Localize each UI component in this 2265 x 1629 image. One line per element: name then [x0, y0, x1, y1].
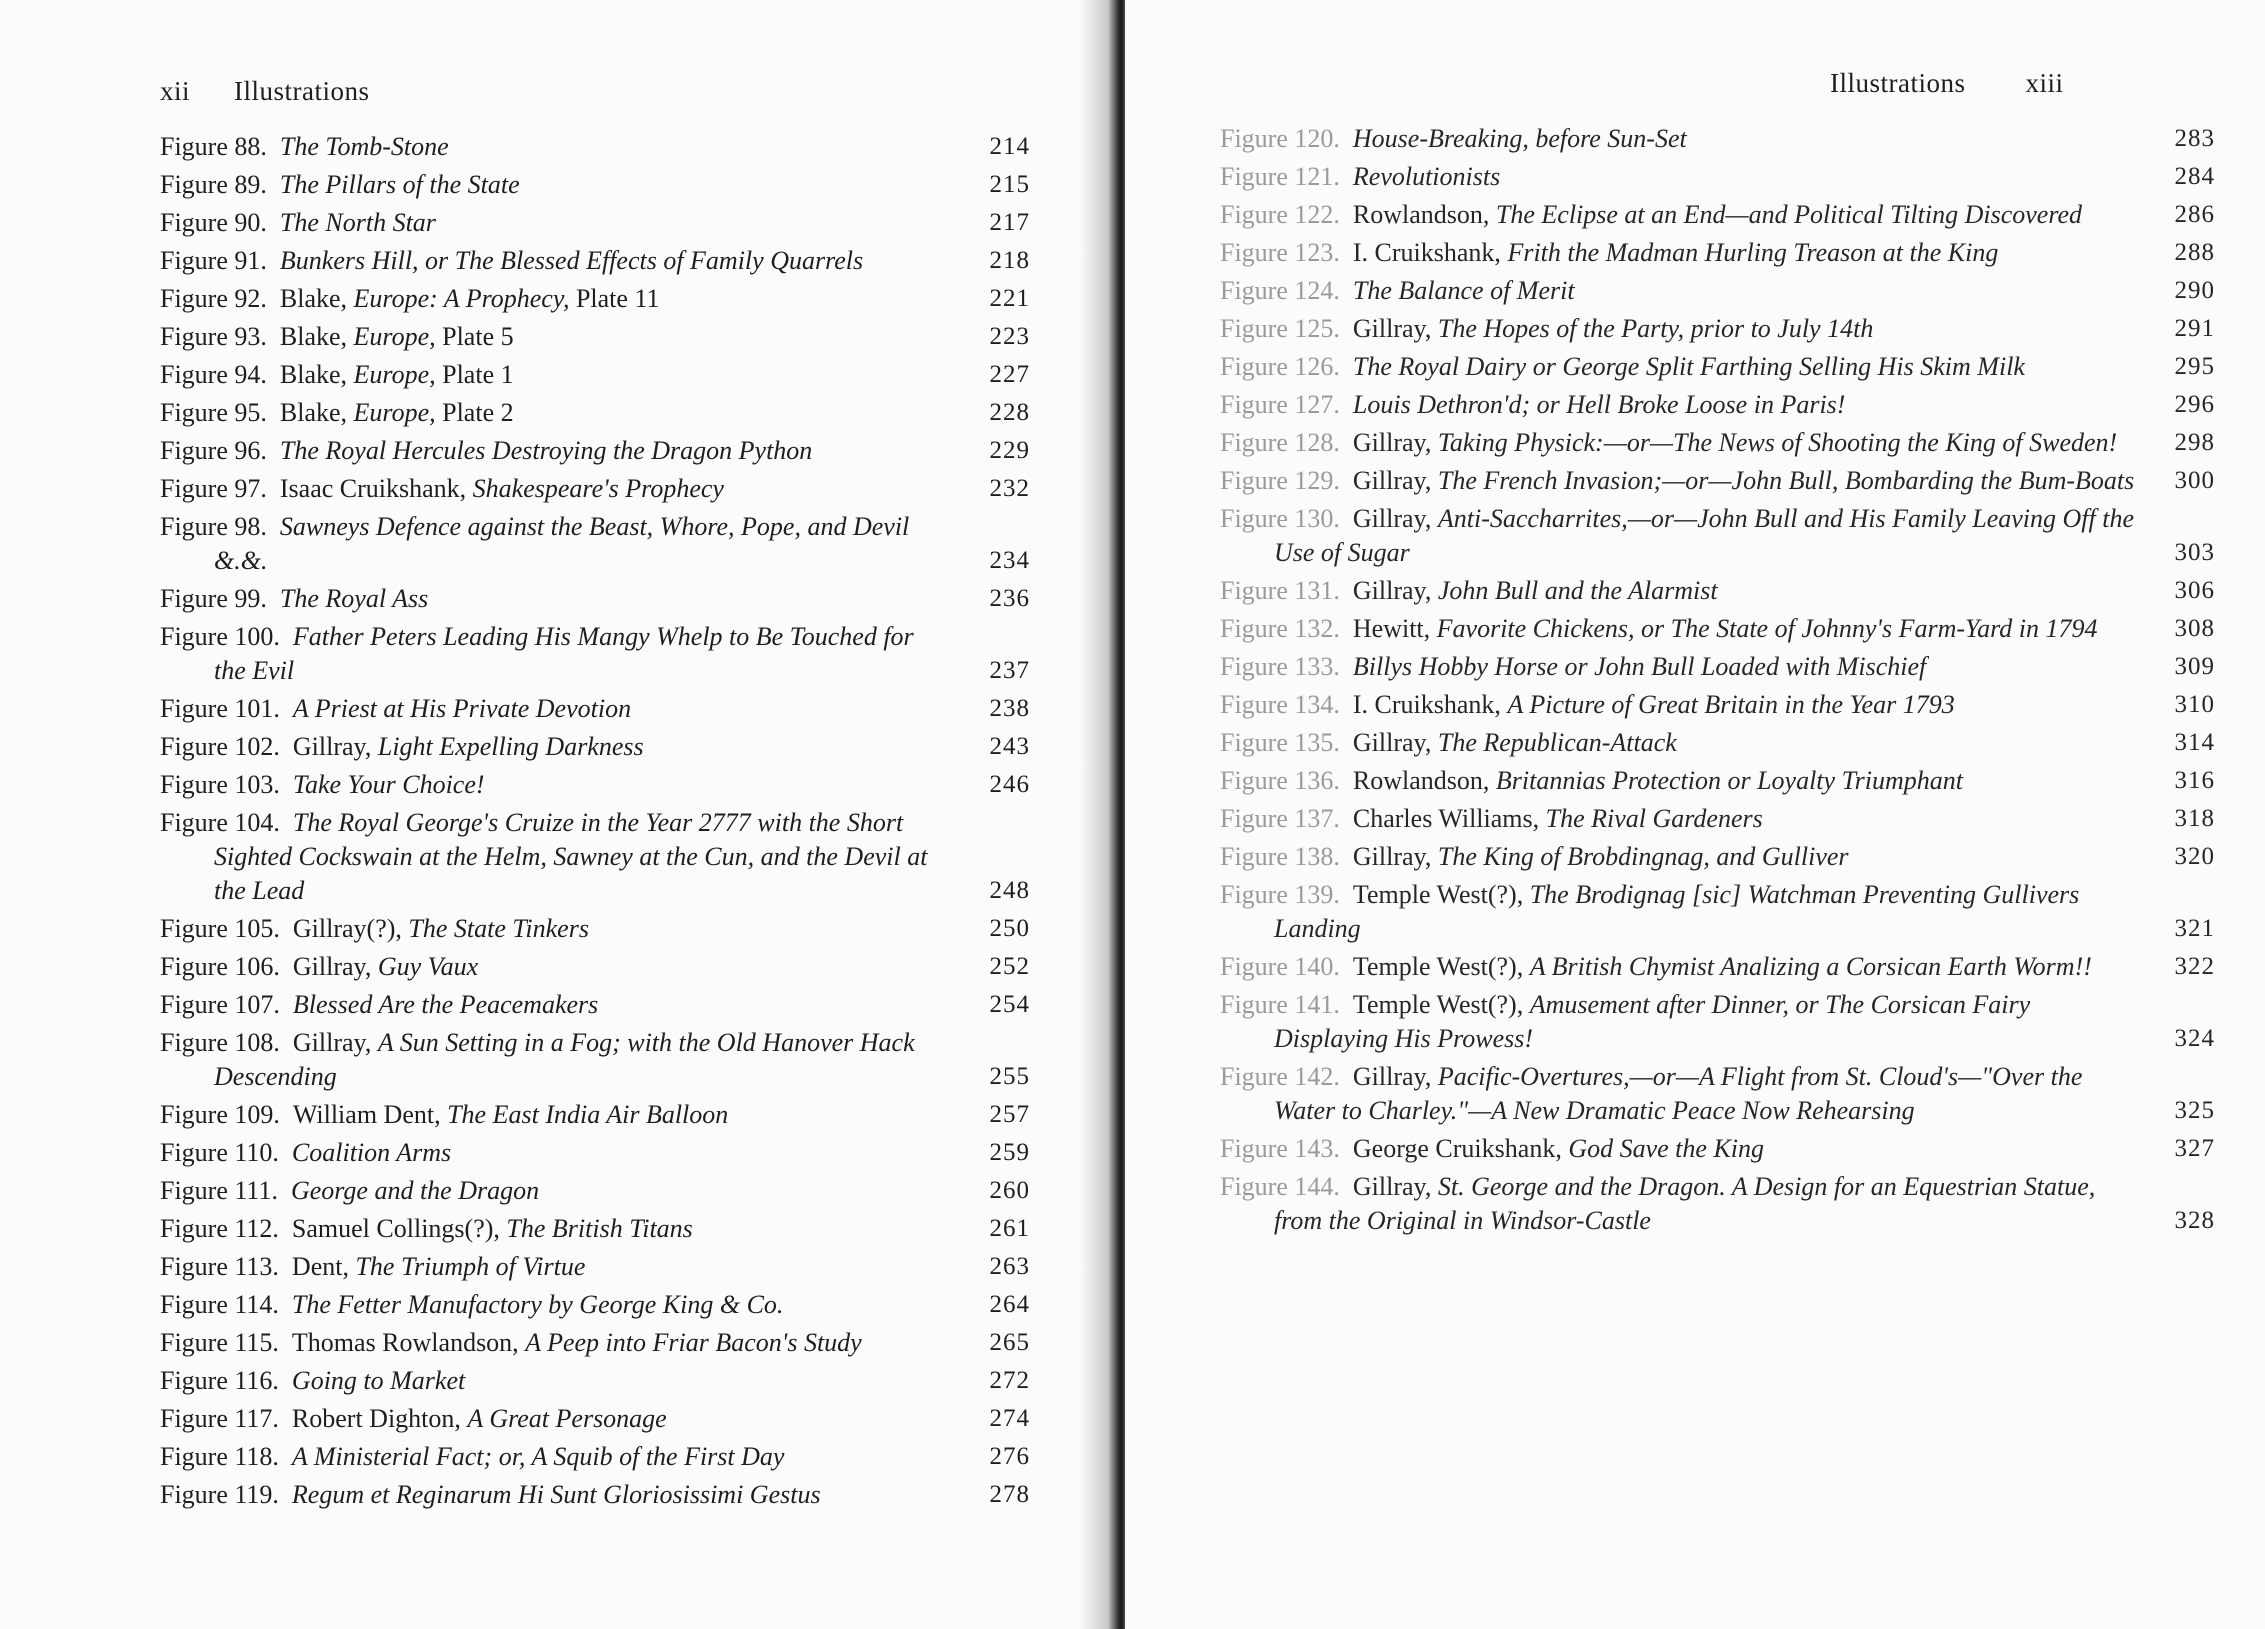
list-item	[1220, 464, 2215, 498]
page-reference: 229	[989, 437, 1030, 464]
page-reference: 296	[2174, 391, 2215, 418]
figure-author: Gillray,	[1352, 314, 1438, 343]
figure-label: Figure 89.	[160, 170, 267, 199]
figure-label: Figure 104.	[160, 808, 280, 837]
page-reference: 327	[2174, 1135, 2215, 1162]
figure-title: Europe: A Prophecy,	[353, 284, 570, 313]
list-item	[1220, 426, 2215, 460]
figure-label: Figure 137.	[1220, 804, 1340, 833]
figure-author: Gillray,	[1352, 842, 1438, 871]
page-reference: 232	[989, 475, 1030, 502]
list-item	[1220, 950, 2215, 984]
figure-label: Figure 143.	[1220, 1134, 1340, 1163]
page-reference: 248	[989, 877, 1030, 904]
list-item	[160, 912, 1030, 946]
figure-label: Figure 134.	[1220, 690, 1340, 719]
figure-label: Figure 97.	[160, 474, 267, 503]
running-head: Illustrations	[234, 76, 370, 106]
figure-title: A Great Personage	[467, 1404, 667, 1433]
page-reference: 283	[2174, 125, 2215, 152]
figure-label: Figure 103.	[160, 770, 280, 799]
figure-title: A Sun Setting in a Fog; with the Old Hanover Hack Descending	[214, 1028, 915, 1091]
page-reference: 259	[989, 1139, 1030, 1166]
list-item	[160, 620, 1030, 688]
figure-title: Bunkers Hill, or The Blessed Effects of Family Quarrels	[279, 246, 864, 275]
list-item	[160, 988, 1030, 1022]
list-item	[160, 282, 1030, 316]
list-item	[1220, 1170, 2215, 1238]
list-item	[160, 1440, 1030, 1474]
figure-label: Figure 131.	[1220, 576, 1340, 605]
figure-title: The Tomb-Stone	[279, 132, 449, 161]
figure-label: Figure 136.	[1220, 766, 1340, 795]
page-reference: 260	[989, 1177, 1030, 1204]
list-item	[160, 1174, 1030, 1208]
page-reference: 214	[989, 133, 1030, 160]
page-reference: 217	[989, 209, 1030, 236]
figure-label: Figure 142.	[1220, 1062, 1340, 1091]
figure-author: Gillray,	[1352, 1172, 1438, 1201]
figure-title: The Balance of Merit	[1352, 276, 1575, 305]
figure-title: Louis Dethron'd; or Hell Broke Loose in Paris!	[1352, 390, 1846, 419]
figure-author: Gillray,	[1352, 504, 1438, 533]
list-item	[1220, 312, 2215, 346]
figure-author: Rowlandson,	[1352, 200, 1496, 229]
figure-label: Figure 115.	[160, 1328, 279, 1357]
figure-author: Hewitt,	[1352, 614, 1437, 643]
figure-title: George and the Dragon	[290, 1176, 540, 1205]
list-item	[160, 396, 1030, 430]
page-reference: 264	[989, 1291, 1030, 1318]
figure-label: Figure 120.	[1220, 124, 1340, 153]
figure-title: Light Expelling Darkness	[377, 732, 644, 761]
figure-title: The Royal Ass	[279, 584, 429, 613]
figure-label: Figure 122.	[1220, 200, 1340, 229]
illustration-list	[1220, 122, 2215, 1242]
figure-author: Temple West(?),	[1352, 990, 1530, 1019]
list-item	[160, 1250, 1030, 1284]
page-reference: 218	[989, 247, 1030, 274]
page-reference: 254	[989, 991, 1030, 1018]
figure-label: Figure 109.	[160, 1100, 280, 1129]
list-item	[160, 768, 1030, 802]
right-page	[1125, 0, 2265, 1629]
figure-label: Figure 92.	[160, 284, 267, 313]
page-reference: 318	[2174, 805, 2215, 832]
figure-label: Figure 127.	[1220, 390, 1340, 419]
list-item	[160, 358, 1030, 392]
list-item	[160, 730, 1030, 764]
figure-author: Robert Dighton,	[291, 1404, 468, 1433]
page-reference: 223	[989, 323, 1030, 350]
figure-label: Figure 102.	[160, 732, 280, 761]
page-reference: 288	[2174, 239, 2215, 266]
page-reference: 246	[989, 771, 1030, 798]
page-reference: 278	[989, 1481, 1030, 1508]
list-item	[160, 206, 1030, 240]
figure-label: Figure 108.	[160, 1028, 280, 1057]
figure-title: Guy Vaux	[377, 952, 479, 981]
figure-label: Figure 118.	[160, 1442, 279, 1471]
page-number: xiii	[2025, 68, 2064, 98]
page-reference: 261	[989, 1215, 1030, 1242]
list-item	[160, 1288, 1030, 1322]
figure-label: Figure 138.	[1220, 842, 1340, 871]
page-reference: 243	[989, 733, 1030, 760]
figure-title: Favorite Chickens, or The State of Johnny's Farm-Yard in 1794	[1436, 614, 2098, 643]
page-reference: 290	[2174, 277, 2215, 304]
list-item	[160, 582, 1030, 616]
list-item	[1220, 198, 2215, 232]
figure-label: Figure 121.	[1220, 162, 1340, 191]
list-item	[160, 1098, 1030, 1132]
page-reference: 228	[989, 399, 1030, 426]
figure-title: A Picture of Great Britain in the Year 1793	[1507, 690, 1955, 719]
running-head: Illustrations	[1830, 68, 1966, 98]
figure-author: Thomas Rowlandson,	[291, 1328, 526, 1357]
figure-label: Figure 129.	[1220, 466, 1340, 495]
page-reference: 309	[2174, 653, 2215, 680]
figure-author: Blake,	[279, 322, 354, 351]
left-page	[0, 0, 1115, 1629]
figure-title: House-Breaking, before Sun-Set	[1352, 124, 1687, 153]
figure-label: Figure 113.	[160, 1252, 279, 1281]
figure-author: Gillray,	[292, 732, 378, 761]
page-reference: 321	[2174, 915, 2215, 942]
figure-label: Figure 126.	[1220, 352, 1340, 381]
figure-label: Figure 90.	[160, 208, 267, 237]
figure-label: Figure 105.	[160, 914, 280, 943]
figure-label: Figure 99.	[160, 584, 267, 613]
list-item	[160, 244, 1030, 278]
list-item	[1220, 726, 2215, 760]
figure-label: Figure 88.	[160, 132, 267, 161]
list-item	[1220, 688, 2215, 722]
page-reference: 298	[2174, 429, 2215, 456]
list-item	[1220, 388, 2215, 422]
figure-author: Rowlandson,	[1352, 766, 1496, 795]
figure-author: Gillray,	[1352, 1062, 1438, 1091]
page-reference: 265	[989, 1329, 1030, 1356]
figure-label: Figure 111.	[160, 1176, 278, 1205]
page-reference: 300	[2174, 467, 2215, 494]
list-item	[160, 1326, 1030, 1360]
figure-author: Temple West(?),	[1352, 880, 1530, 909]
figure-title: Britannias Protection or Loyalty Triumphant	[1495, 766, 1963, 795]
list-item	[1220, 350, 2215, 384]
page-reference: 255	[989, 1063, 1030, 1090]
figure-title: The Eclipse at an End—and Political Tilting Discovered	[1495, 200, 2083, 229]
figure-label: Figure 95.	[160, 398, 267, 427]
list-item	[1220, 1132, 2215, 1166]
figure-label: Figure 133.	[1220, 652, 1340, 681]
page-reference: 227	[989, 361, 1030, 388]
figure-author: Gillray,	[292, 1028, 378, 1057]
figure-label: Figure 114.	[160, 1290, 279, 1319]
list-item	[160, 1212, 1030, 1246]
figure-label: Figure 93.	[160, 322, 267, 351]
figure-title: The Republican-Attack	[1437, 728, 1677, 757]
list-item	[1220, 160, 2215, 194]
list-item	[1220, 1060, 2215, 1128]
list-item	[160, 950, 1030, 984]
page-reference: 221	[989, 285, 1030, 312]
figure-title: The Fetter Manufactory by George King & Co.	[291, 1290, 784, 1319]
figure-label: Figure 110.	[160, 1138, 279, 1167]
figure-label: Figure 100.	[160, 622, 280, 651]
figure-author: Gillray(?),	[292, 914, 409, 943]
figure-title: Europe,	[353, 398, 436, 427]
page-reference: 252	[989, 953, 1030, 980]
page-reference: 314	[2174, 729, 2215, 756]
figure-author: Gillray,	[1352, 466, 1438, 495]
figure-title: The British Titans	[506, 1214, 693, 1243]
figure-title: The North Star	[279, 208, 436, 237]
figure-title: The French Invasion;—or—John Bull, Bombarding the Bum-Boats	[1437, 466, 2135, 495]
figure-title: Taking Physick:—or—The News of Shooting the King of Sweden!	[1437, 428, 2118, 457]
figure-title: Europe,	[353, 322, 436, 351]
list-item	[1220, 236, 2215, 270]
list-item	[160, 1136, 1030, 1170]
page-reference: 325	[2174, 1097, 2215, 1124]
running-header-right	[1830, 68, 2064, 99]
list-item	[1220, 274, 2215, 308]
figure-title: Anti-Saccharrites,—or—John Bull and His Family Leaving Off the Use of Sugar	[1274, 504, 2135, 567]
figure-label: Figure 98.	[160, 512, 267, 541]
page-reference: 295	[2174, 353, 2215, 380]
list-item	[1220, 878, 2215, 946]
figure-title: Take Your Choice!	[292, 770, 485, 799]
figure-plate: Plate 5	[435, 322, 514, 351]
figure-author: Gillray,	[1352, 428, 1438, 457]
page-reference: 236	[989, 585, 1030, 612]
figure-plate: Plate 11	[569, 284, 660, 313]
figure-title: A Ministerial Fact; or, A Squib of the First Day	[291, 1442, 785, 1471]
figure-title: The State Tinkers	[408, 914, 589, 943]
figure-author: Blake,	[279, 398, 354, 427]
list-item	[160, 434, 1030, 468]
list-item	[1220, 650, 2215, 684]
figure-title: Frith the Madman Hurling Treason at the King	[1507, 238, 1999, 267]
page-reference: 237	[989, 657, 1030, 684]
list-item	[1220, 840, 2215, 874]
figure-title: Billys Hobby Horse or John Bull Loaded with Mischief	[1352, 652, 1927, 681]
page-reference: 215	[989, 171, 1030, 198]
list-item	[160, 320, 1030, 354]
figure-label: Figure 106.	[160, 952, 280, 981]
list-item	[160, 168, 1030, 202]
figure-label: Figure 124.	[1220, 276, 1340, 305]
list-item	[160, 130, 1030, 164]
figure-label: Figure 123.	[1220, 238, 1340, 267]
list-item	[160, 510, 1030, 578]
figure-title: Father Peters Leading His Mangy Whelp to Be Touched for the Evil	[214, 622, 914, 685]
figure-title: The Royal Dairy or George Split Farthing Selling His Skim Milk	[1352, 352, 2025, 381]
page-reference: 291	[2174, 315, 2215, 342]
figure-title: Blessed Are the Peacemakers	[292, 990, 599, 1019]
figure-author: Gillray,	[1352, 576, 1438, 605]
figure-title: Going to Market	[291, 1366, 466, 1395]
figure-title: John Bull and the Alarmist	[1437, 576, 1718, 605]
figure-author: George Cruikshank,	[1352, 1134, 1569, 1163]
list-item	[1220, 764, 2215, 798]
page-number: xii	[160, 76, 191, 106]
figure-title: A Priest at His Private Devotion	[292, 694, 632, 723]
page-reference: 234	[989, 547, 1030, 574]
figure-title: The Royal George's Cruize in the Year 2777 with the Short Sighted Cockswain at the Helm, Sawney at the Cun, and the Devil at the Lead	[214, 808, 928, 905]
figure-title: Amusement after Dinner, or The Corsican Fairy Displaying His Prowess!	[1274, 990, 2031, 1053]
figure-author: Gillray,	[292, 952, 378, 981]
figure-title: Coalition Arms	[291, 1138, 452, 1167]
figure-title: A British Chymist Analizing a Corsican Earth Worm!!	[1529, 952, 2092, 981]
figure-author: Samuel Collings(?),	[291, 1214, 507, 1243]
figure-author: Charles Williams,	[1352, 804, 1546, 833]
list-item	[160, 472, 1030, 506]
figure-label: Figure 96.	[160, 436, 267, 465]
figure-author: I. Cruikshank,	[1352, 238, 1508, 267]
figure-author: Dent,	[291, 1252, 356, 1281]
figure-author: Gillray,	[1352, 728, 1438, 757]
figure-title: The Hopes of the Party, prior to July 14th	[1437, 314, 1874, 343]
list-item	[160, 692, 1030, 726]
figure-label: Figure 144.	[1220, 1172, 1340, 1201]
figure-label: Figure 119.	[160, 1480, 279, 1509]
page-reference: 306	[2174, 577, 2215, 604]
figure-title: The Pillars of the State	[279, 170, 520, 199]
page-reference: 274	[989, 1405, 1030, 1432]
figure-label: Figure 112.	[160, 1214, 279, 1243]
page-reference: 263	[989, 1253, 1030, 1280]
figure-label: Figure 132.	[1220, 614, 1340, 643]
page-reference: 303	[2174, 539, 2215, 566]
figure-label: Figure 117.	[160, 1404, 279, 1433]
figure-label: Figure 139.	[1220, 880, 1340, 909]
page-reference: 276	[989, 1443, 1030, 1470]
figure-label: Figure 128.	[1220, 428, 1340, 457]
figure-author: Temple West(?),	[1352, 952, 1530, 981]
figure-author: Isaac Cruikshank,	[279, 474, 473, 503]
figure-label: Figure 140.	[1220, 952, 1340, 981]
illustration-list	[160, 130, 1030, 1516]
figure-author: Blake,	[279, 284, 354, 313]
figure-author: Blake,	[279, 360, 354, 389]
figure-title: The Brodignag [sic] Watchman Preventing Gullivers Landing	[1274, 880, 2080, 943]
figure-title: The Triumph of Virtue	[355, 1252, 586, 1281]
page-reference: 322	[2174, 953, 2215, 980]
figure-title: A Peep into Friar Bacon's Study	[525, 1328, 862, 1357]
figure-title: Europe,	[353, 360, 436, 389]
list-item	[1220, 122, 2215, 156]
figure-title: St. George and the Dragon. A Design for an Equestrian Statue, from the Original in Windsor-Castle	[1274, 1172, 2096, 1235]
figure-label: Figure 91.	[160, 246, 267, 275]
figure-title: Sawneys Defence against the Beast, Whore, Pope, and Devil &.&.	[214, 512, 910, 575]
list-item	[160, 1402, 1030, 1436]
figure-title: The King of Brobdingnag, and Gulliver	[1437, 842, 1849, 871]
list-item	[160, 1478, 1030, 1512]
list-item	[160, 1364, 1030, 1398]
page-reference: 250	[989, 915, 1030, 942]
page-reference: 324	[2174, 1025, 2215, 1052]
list-item	[1220, 612, 2215, 646]
page-reference: 320	[2174, 843, 2215, 870]
figure-title: The Royal Hercules Destroying the Dragon Python	[279, 436, 813, 465]
page-reference: 316	[2174, 767, 2215, 794]
figure-label: Figure 130.	[1220, 504, 1340, 533]
figure-plate: Plate 2	[435, 398, 514, 427]
list-item	[1220, 574, 2215, 608]
figure-title: Shakespeare's Prophecy	[472, 474, 724, 503]
page-reference: 272	[989, 1367, 1030, 1394]
running-header-left	[160, 76, 370, 107]
figure-author: I. Cruikshank,	[1352, 690, 1508, 719]
figure-label: Figure 101.	[160, 694, 280, 723]
figure-title: God Save the King	[1568, 1134, 1765, 1163]
figure-plate: Plate 1	[435, 360, 514, 389]
page-reference: 286	[2174, 201, 2215, 228]
list-item	[160, 1026, 1030, 1094]
list-item	[1220, 802, 2215, 836]
figure-label: Figure 125.	[1220, 314, 1340, 343]
figure-title: Revolutionists	[1352, 162, 1501, 191]
figure-label: Figure 135.	[1220, 728, 1340, 757]
page-reference: 308	[2174, 615, 2215, 642]
page-reference: 257	[989, 1101, 1030, 1128]
figure-title: The Rival Gardeners	[1545, 804, 1763, 833]
list-item	[160, 806, 1030, 908]
list-item	[1220, 502, 2215, 570]
list-item	[1220, 988, 2215, 1056]
page-reference: 328	[2174, 1207, 2215, 1234]
figure-label: Figure 94.	[160, 360, 267, 389]
page-reference: 238	[989, 695, 1030, 722]
figure-label: Figure 116.	[160, 1366, 279, 1395]
page-reference: 310	[2174, 691, 2215, 718]
figure-label: Figure 141.	[1220, 990, 1340, 1019]
figure-title: Pacific-Overtures,—or—A Flight from St. Cloud's—"Over the Water to Charley."—A New Dramatic Peace Now Rehearsing	[1274, 1062, 2083, 1125]
page-reference: 284	[2174, 163, 2215, 190]
figure-title: The East India Air Balloon	[447, 1100, 729, 1129]
figure-label: Figure 107.	[160, 990, 280, 1019]
figure-title: Regum et Reginarum Hi Sunt Gloriosissimi Gestus	[291, 1480, 821, 1509]
figure-author: William Dent,	[292, 1100, 448, 1129]
